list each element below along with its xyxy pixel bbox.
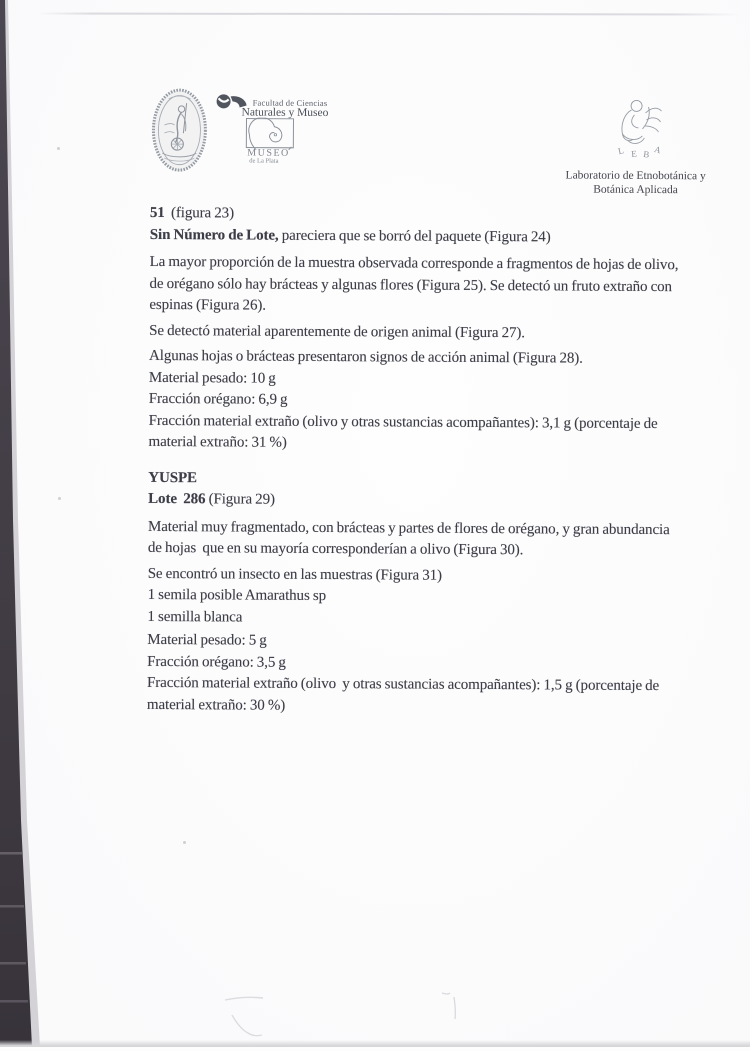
facultad-name-line2: Naturales y Museo [241, 106, 329, 120]
stat-line: material extraño: 30 %) [146, 696, 286, 714]
sample-number: 51 [149, 204, 165, 222]
sample-51-subheading [150, 224, 710, 249]
leba-letter-l: L [616, 145, 625, 157]
stat-line: material extraño: 31 %) [148, 433, 287, 451]
leba-letter-e: E [630, 148, 638, 159]
sample-51-paragraph-1 [149, 252, 709, 320]
laboratory-name-line2: Botánica Aplicada [593, 183, 678, 196]
observation-line: 1 semilla blanca [147, 608, 243, 626]
stat-line: Fracción orégano: 6,9 g [148, 390, 288, 408]
yuspe-section [147, 467, 709, 719]
paragraph-line: Material muy fragmentado, con brácteas y partes de flores de orégano, y gran abundancia [147, 518, 670, 538]
paragraph-line: de hojas que en su mayoría corresponderían a olivo (Figura 30). [147, 539, 524, 559]
sample-figure-ref: (figura 23) [164, 205, 235, 222]
no-lot-label: Sin Número de Lote, [149, 226, 279, 244]
stat-line: Fracción orégano: 3,5 g [147, 653, 286, 671]
yuspe-paragraph-1 [148, 516, 708, 562]
stat-line: Fracción material extraño (olivo y otras sustancias acompañantes): 3,1 g (porcentaje de [148, 412, 658, 432]
sample-51-paragraph-3: Algunas hojas o brácteas presentaron signos de acción animal (Figura 28). [148, 347, 583, 367]
stat-line: Material pesado: 5 g [147, 631, 267, 649]
museo-spiral-logo [245, 118, 295, 150]
paragraph-line: de orégano sólo hay brácteas y algunas flores (Figura 25). Se detectó un fruto extraño con [149, 275, 673, 295]
leba-logo [598, 95, 672, 161]
paragraph-line: espinas (Figura 26). [149, 296, 266, 314]
facultad-name-line1: Facultad de Ciencias [252, 97, 328, 109]
leba-letter-a: A [653, 143, 663, 156]
yuspe-lot-heading [148, 489, 708, 514]
unlp-seal-logo [150, 87, 209, 173]
museo-subtitle: de La Plata [249, 157, 279, 165]
museo-wordmark: MUSEO [247, 147, 290, 159]
laboratory-name [548, 169, 723, 197]
sample-51-paragraph-2: Se detectó material aparentemente de origen animal (Figura 27). [149, 322, 526, 341]
sample-51-weight-stats [148, 367, 709, 456]
yuspe-observations [147, 563, 707, 631]
yuspe-weight-stats [147, 630, 708, 719]
sample-51-heading [150, 203, 710, 228]
stat-line: Material pesado: 10 g [148, 369, 276, 387]
yuspe-title: YUSPE [148, 469, 198, 486]
sample-51-section [148, 203, 710, 457]
leba-letter-b: B [642, 148, 651, 160]
report-body [147, 203, 710, 719]
laboratory-name-line1: Laboratorio de Etnobotánica y [565, 169, 706, 183]
lot-number: Lote 286 [148, 490, 206, 508]
no-lot-note: pareciera que se borró del paquete (Figura 24) [278, 227, 551, 245]
letterhead [0, 0, 750, 204]
stat-line: Fracción material extraño (olivo y otras sustancias acompañantes): 1,5 g (porcentaje de [147, 674, 660, 695]
observation-line: Se encontró un insecto en las muestras (Figura 31) [147, 565, 443, 584]
paragraph-line: La mayor proporción de la muestra observada corresponde a fragmentos de hojas de olivo, [149, 253, 679, 274]
lot-figure-ref: (Figura 29) [205, 491, 275, 508]
observation-line: 1 semila posible Amarathus sp [147, 586, 327, 605]
